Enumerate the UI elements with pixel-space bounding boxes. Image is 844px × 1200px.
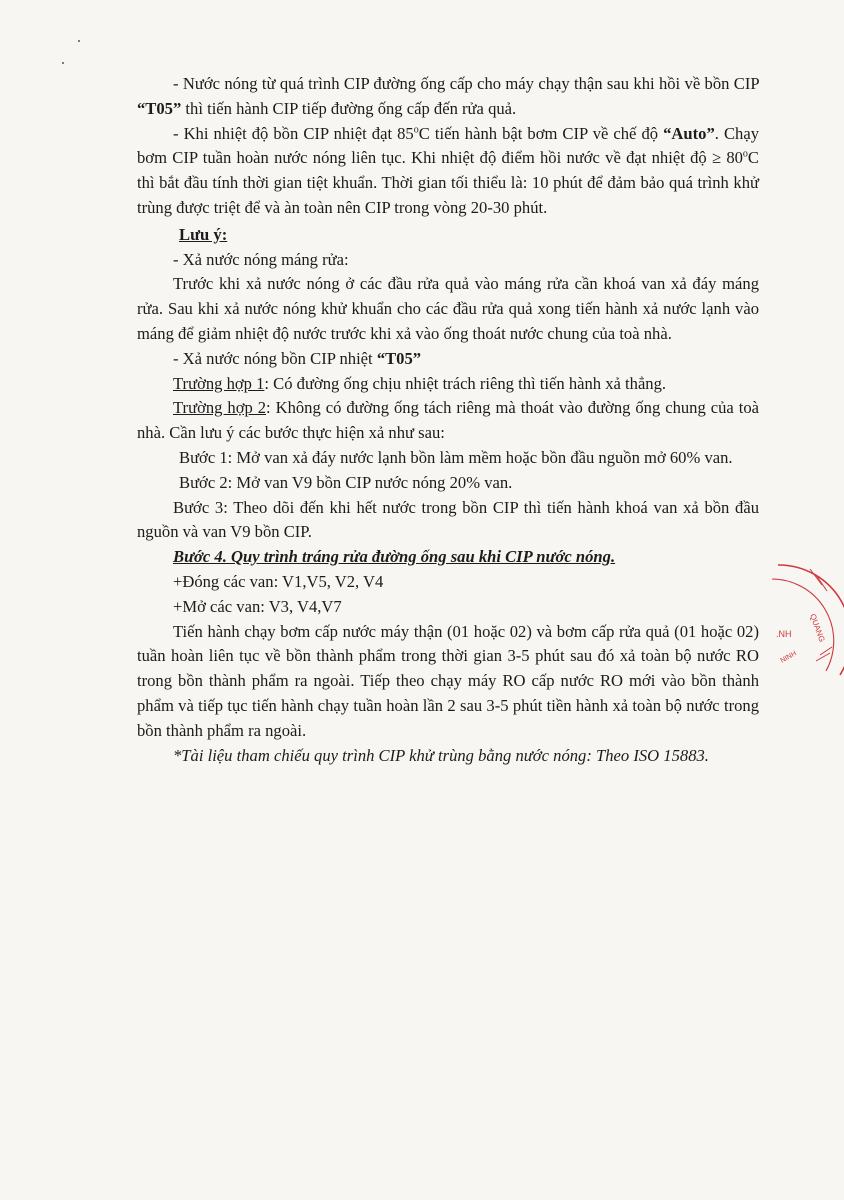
text: C thì bắt đầu tính thời gian tiệt khuẩn. Thời gian tối thiểu là: 10 phút để đảm bảo quá trình khử trùng được triệt để và àn toàn nên CIP trong vòng 20-30 phút. xyxy=(137,148,759,217)
mode-auto: “Auto” xyxy=(663,123,715,143)
paragraph-case-1 xyxy=(137,372,759,397)
red-seal-stamp xyxy=(770,555,844,695)
paragraph-cip-return xyxy=(137,72,759,122)
text: C tiến hành bật bơm CIP về chế độ xyxy=(418,123,664,143)
paragraph-trough-procedure: Trước khi xả nước nóng ở các đầu rửa quả vào máng rửa cần khoá van xả đáy máng rửa. Sau khi xả nước nóng khử khuẩn cho các đầu rửa quả xong tiến hành xả nước lạnh vào máng để giảm nhiệt độ nước trước khi xả vào ống thoát nước chung của toà nhà. xyxy=(137,274,759,343)
degree-symbol: o xyxy=(742,148,748,160)
text: - Nước nóng từ quá trình CIP đường ống cấp cho máy chạy thận sau khi hồi về bồn CIP xyxy=(173,74,759,93)
case-label: Trường hợp 1 xyxy=(173,373,265,393)
document-body xyxy=(137,72,759,768)
paragraph-close-valves: +Đóng các van: V1,V5, V2, V4 xyxy=(173,571,384,591)
paragraph-case-2 xyxy=(137,396,759,446)
text: : Không có đường ống tách riêng mà thoát vào đường ống chung của toà nhà. Cần lưu ý các bước thực hiện xả như sau: xyxy=(137,398,759,443)
paragraph-step-3: Bước 3: Theo dõi đến khi hết nước trong bồn CIP thì tiến hành khoá van xả bồn đầu nguồn và van V9 bồn CIP. xyxy=(137,497,759,542)
svg-text:NINH: NINH xyxy=(779,650,798,665)
paragraph-rinse-procedure: Tiến hành chạy bơm cấp nước máy thận (01 hoặc 02) và bơm cấp rửa quả (01 hoặc 02) tuần hoàn liên tục về bồn thành phẩm trong thời gian 3-5 phút sau đó xả toàn bộ nước RO trong bồn thành phẩm ra ngoài. Tiếp theo chạy máy RO cấp nước RO mới vào bồn thành phẩm và tiếp tục tiến hành chạy tuần hoàn lần 2 sau 3-5 phút tiền hành xả toàn bộ nước trong bồn thành phẩm ra ngoài. xyxy=(137,621,759,740)
paragraph-temperature xyxy=(137,122,759,221)
paragraph-step-1: Bước 1: Mở van xả đáy nước lạnh bồn làm mềm hoặc bồn đầu nguồn mở 60% van. xyxy=(179,447,733,467)
note-heading: Lưu ý: xyxy=(179,224,228,244)
paragraph-open-valves: +Mở các van: V3, V4,V7 xyxy=(173,596,342,616)
tank-code: “T05” xyxy=(137,98,182,118)
paragraph-drain-trough: - Xả nước nóng máng rửa: xyxy=(173,249,349,269)
seal-hatch xyxy=(810,569,822,585)
svg-text:.NH: .NH xyxy=(776,629,792,639)
paragraph-step-4-heading xyxy=(137,545,759,570)
tank-code: “T05” xyxy=(376,348,422,368)
scan-speck xyxy=(78,40,80,42)
paragraph-step-2: Bước 2: Mở van V9 bồn CIP nước nóng 20% van. xyxy=(179,472,513,492)
step-4-heading: Bước 4. Quy trình tráng rửa đường ống sau khi CIP nước nóng. xyxy=(173,547,616,567)
text: thì tiến hành CIP tiếp đường ống cấp đến rửa quả. xyxy=(181,98,517,118)
seal-inner-ring xyxy=(772,579,834,671)
seal-hatch xyxy=(816,653,830,661)
seal-hatch xyxy=(820,647,832,655)
note-heading-line xyxy=(137,223,759,248)
text: . Chạy bơm CIP tuần hoàn nước nóng liên tục. Khi nhiệt độ điểm hồi nước về đạt nhiệt độ ≥ 80 xyxy=(137,123,759,168)
text: : Có đường ống chịu nhiệt trách riêng thì tiến hành xả thẳng. xyxy=(264,373,667,393)
svg-text:QUANG: QUANG xyxy=(808,612,827,644)
case-label: Trường hợp 2 xyxy=(173,398,267,418)
degree-symbol: o xyxy=(413,124,419,136)
seal-hatch xyxy=(816,575,827,591)
paragraph-reference: *Tài liệu tham chiếu quy trình CIP khử trùng bằng nước nóng: Theo ISO 15883. xyxy=(173,745,709,765)
paragraph-drain-cip-tank xyxy=(137,347,759,372)
scan-speck xyxy=(62,62,64,64)
text: - Khi nhiệt độ bồn CIP nhiệt đạt 85 xyxy=(173,123,414,143)
seal-outer-ring xyxy=(778,565,844,675)
text: - Xả nước nóng bồn CIP nhiệt xyxy=(173,348,377,368)
